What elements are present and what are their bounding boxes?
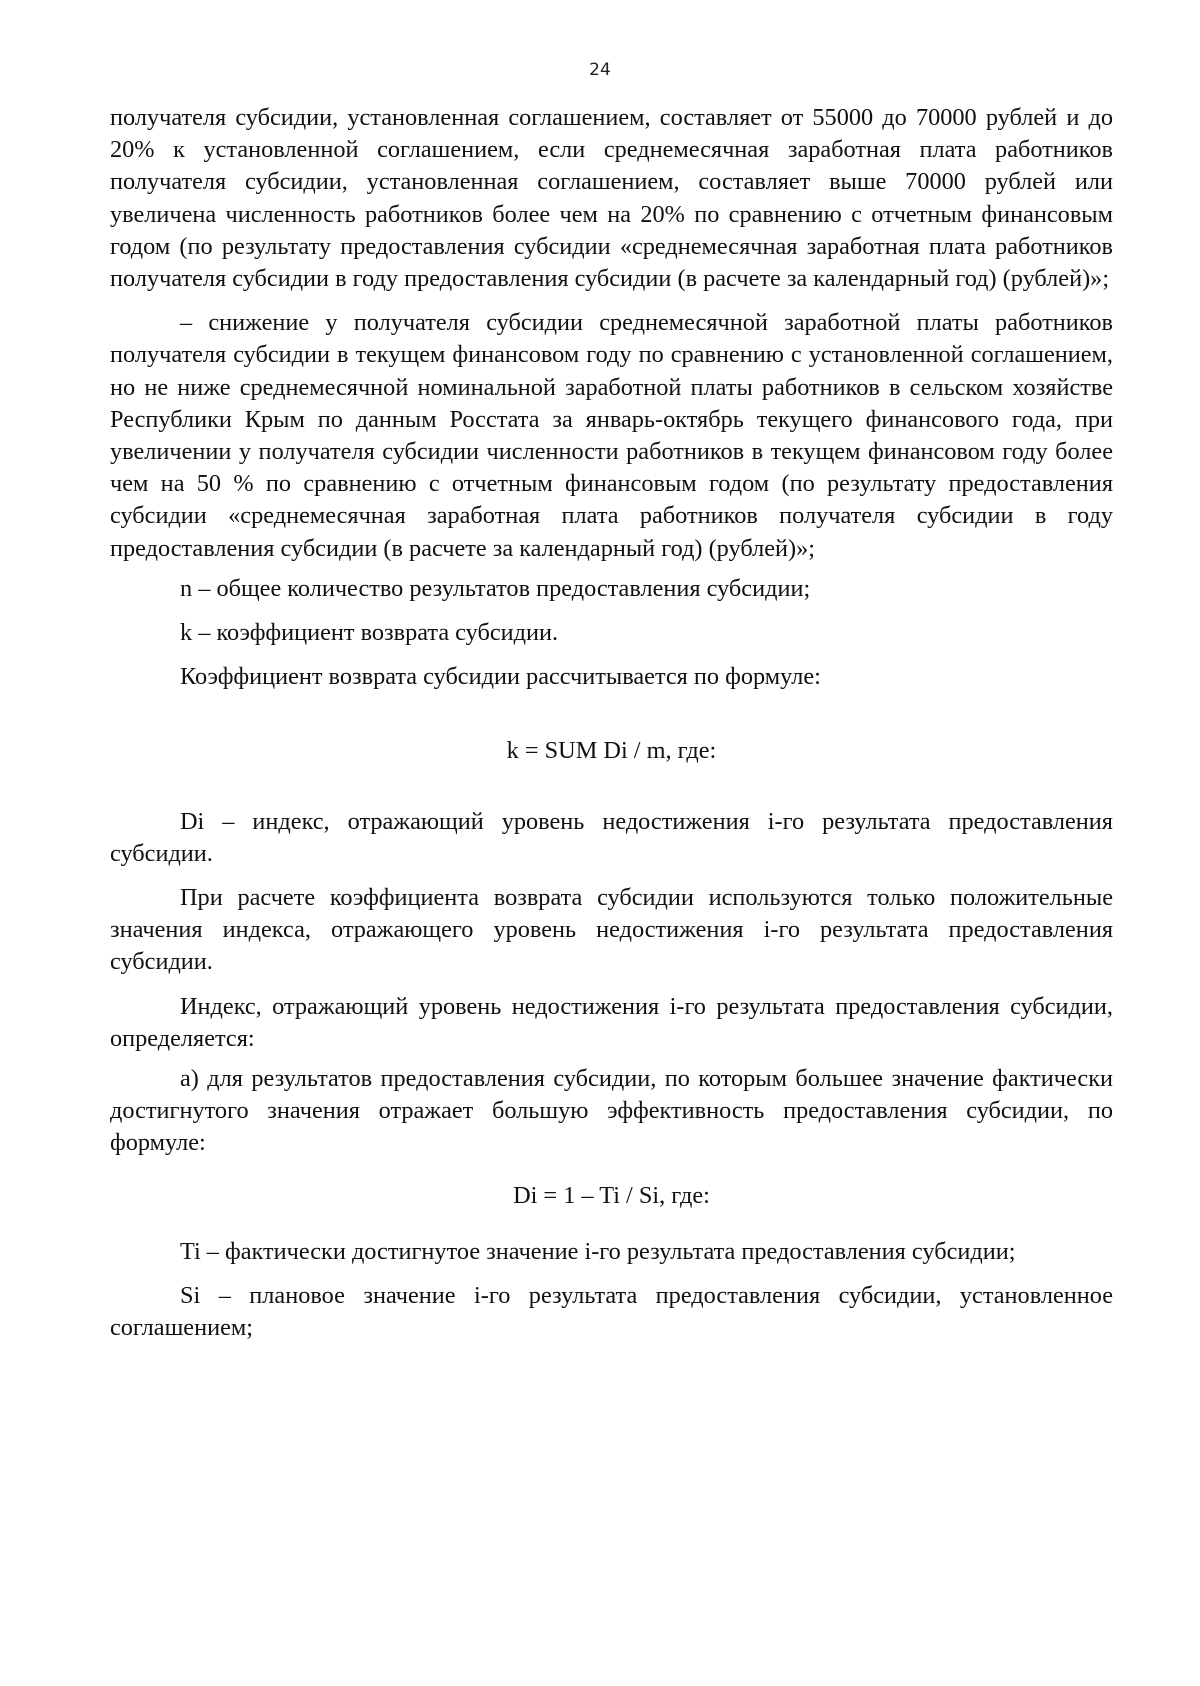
paragraph-ti-definition: Ti – фактически достигнутое значение i-го результата предоставления субсидии; [180,1237,1016,1265]
paragraph-k-definition: k – коэффициент возврата субсидии. [180,619,559,647]
paragraph-formula-intro: Коэффициент возврата субсидии рассчитывается по формуле: [180,663,821,691]
formula-di: Di = 1 – Ti / Si, где: [513,1181,710,1209]
paragraph-si-definition: Si – плановое значение i-го результата предоставления субсидии, установленное соглашением; [110,1282,1113,1342]
document-body [110,102,1113,1345]
paragraph-positive-values: При расчете коэффициента возврата субсидии используются только положительные значения индекса, отражающего уровень недостижения i-го результата предоставления субсидии. [110,884,1113,976]
paragraph-case-a: а) для результатов предоставления субсидии, по которым большее значение фактически достигнутого значения отражает большую эффективность предоставления субсидии, по формуле: [110,1065,1113,1157]
paragraph-n-definition: n – общее количество результатов предоставления субсидии; [180,574,811,602]
paragraph-di-definition: Di – индекс, отражающий уровень недостижения i-го результата предоставления субсидии. [110,807,1113,867]
paragraph-salary-decrease: – снижение у получателя субсидии среднемесячной заработной платы работников получателя субсидии в текущем финансовом году по сравнению с установленной соглашением, но не ниже среднемесячной номинальной заработной платы работников в сельском хозяйстве Республики Крым по данным Росстата за январь-октябрь текущего финансового года, при увеличении у получателя субсидии численности работников в текущем финансовом году более чем на 50 % по сравнению с отчетным финансовым годом (по результату предоставления субсидии «среднемесячная заработная плата работников получателя субсидии в году предоставления субсидии (в расчете за календарный год) (рублей)»; [110,309,1113,562]
formula-k: k = SUM Di / m, где: [506,737,717,765]
paragraph-index-determined: Индекс, отражающий уровень недостижения i-го результата предоставления субсидии, определяется: [110,992,1113,1052]
page-number: 24 [589,60,611,80]
paragraph-salary-condition: получателя субсидии, установленная соглашением, составляет от 55000 до 70000 рублей и до 20% к установленной соглашением, если среднемесячная заработная плата работников получателя субсидии, установленная соглашением, составляет выше 70000 рублей или увеличена численность работников более чем на 20% по сравнению с отчетным финансовым годом (по результату предоставления субсидии «среднемесячная заработная плата работников получателя субсидии в году предоставления субсидии (в расчете за календарный год) (рублей)»; [110,104,1113,293]
